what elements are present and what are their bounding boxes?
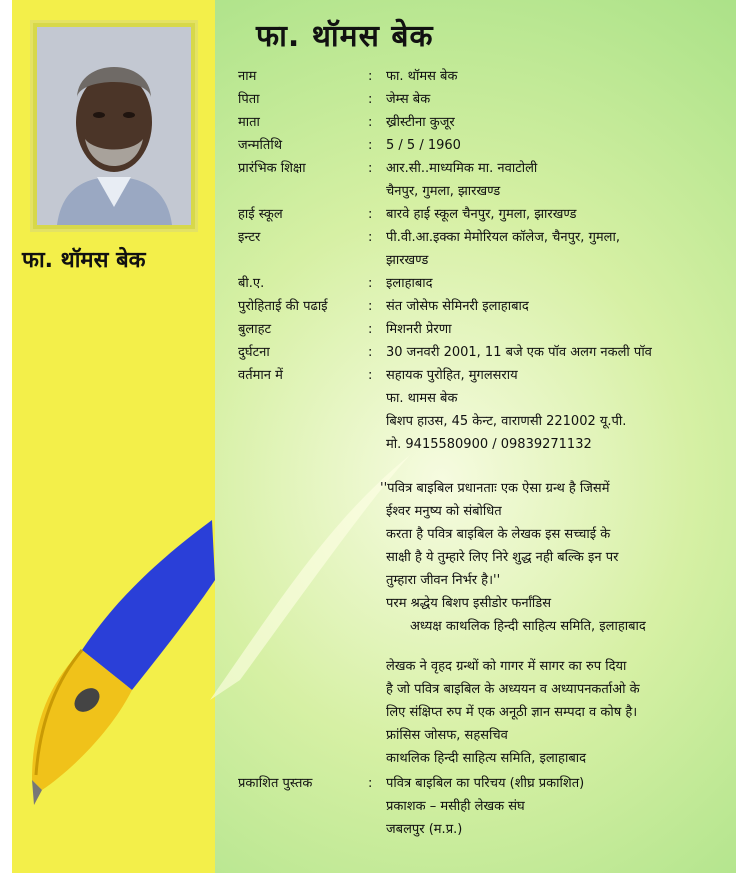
detail-colon: : [368,230,373,245]
detail-value: चैनपुर, गुमला, झारखण्ड [386,184,501,199]
detail-label: प्रारंभिक शिक्षा [238,161,306,176]
detail-value: फा. थॉमस बेक [386,69,458,84]
photo-caption: फा. थॉमस बेक [22,248,146,273]
published-line: जबलपुर (म.प्र.) [386,822,463,837]
detail-value: इलाहाबाद [386,276,433,291]
published-line: प्रकाशक – मसीही लेखक संघ [386,799,525,814]
detail-colon: : [368,345,373,360]
detail-value: पी.वी.आ.इक्का मेमोरियल कॉलेज, चैनपुर, गुमला, [386,230,620,245]
detail-value: फा. थामस बेक [386,391,458,406]
detail-value: बिशप हाउस, 45 केन्ट, वाराणसी 221002 यू.पी. [386,414,627,429]
detail-colon: : [368,115,373,130]
quote-line: करता है पवित्र बाइबिल के लेखक इस सच्चाई के [386,527,611,542]
quote-line: काथलिक हिन्दी साहित्य समिति, इलाहाबाद [386,751,587,766]
detail-colon: : [368,69,373,84]
detail-colon: : [368,161,373,176]
detail-label: दुर्घटना [238,345,270,360]
quote-line: ईश्वर मनुष्य को संबोधित [386,504,502,519]
detail-label: जन्मतिथि [238,138,283,153]
detail-label: माता [238,115,260,130]
detail-label: नाम [238,69,257,84]
quote-line: लिए संक्षिप्त रुप में एक अनूठी ज्ञान सम्पदा व कोष है। [386,705,638,720]
detail-value: आर.सी..माध्यमिक मा. नवाटोली [386,161,538,176]
detail-colon: : [368,299,373,314]
detail-colon: : [368,138,373,153]
portrait-frame [30,20,198,232]
quote-line: साक्षी है ये तुम्हारे लिए निरे शुद्ध नही बल्कि इन पर [386,550,619,565]
detail-label: पिता [238,92,260,107]
quote-line: है जो पवित्र बाइबिल के अध्ययन व अध्यापनकर्ताओ के [386,682,640,697]
detail-colon: : [368,92,373,107]
portrait-illustration [37,27,191,225]
detail-value: सहायक पुरोहित, मुगलसराय [386,368,518,383]
detail-colon: : [368,368,373,383]
quote-line: परम श्रद्धेय बिशप इसीडोर फर्नांडिस [386,596,552,611]
detail-value: 30 जनवरी 2001, 11 बजे एक पॉव अलग नकली पॉव [386,345,652,360]
portrait-photo [37,27,191,225]
detail-label: पुरोहिताई की पढाई [238,299,328,314]
published-label: प्रकाशित पुस्तक [238,776,313,791]
quote-line: ''पवित्र बाइबिल प्रधानताः एक ऐसा ग्रन्थ है जिसमें [380,481,610,496]
quote-line: तुम्हारा जीवन निर्भर है।'' [386,573,501,588]
detail-label: बी.ए. [238,276,265,291]
detail-colon: : [368,276,373,291]
quote-line: लेखक ने वृहद ग्रन्थों को गागर में सागर का रुप दिया [386,659,627,674]
published-line: पवित्र बाइबिल का परिचय (शीघ्र प्रकाशित) [386,776,585,791]
fountain-pen-illustration [12,400,222,820]
detail-label: बुलाहट [238,322,272,337]
detail-value: जेम्स बेक [386,92,431,107]
detail-value: बारवे हाई स्कूल चैनपुर, गुमला, झारखण्ड [386,207,577,222]
detail-label: हाई स्कूल [238,207,283,222]
quote-line: अध्यक्ष काथलिक हिन्दी साहित्य समिति, इलाहाबाद [410,619,646,634]
detail-label: वर्तमान में [238,368,283,383]
detail-value: मिशनरी प्रेरणा [386,322,452,337]
quote-line: फ्रांसिस जोसफ, सहसचिव [386,728,508,743]
detail-value: संत जोसेफ सेमिनरी इलाहाबाद [386,299,529,314]
page-title: फा. थॉमस बेक [256,19,434,54]
detail-colon: : [368,322,373,337]
detail-label: इन्टर [238,230,261,245]
detail-value: मो. 9415580900 / 09839271132 [386,437,592,452]
published-colon: : [368,776,373,791]
detail-value: झारखण्ड [386,253,429,268]
detail-value: ख्रीस्टीना कुजूर [386,115,455,130]
detail-value: 5 / 5 / 1960 [386,138,461,153]
detail-colon: : [368,207,373,222]
